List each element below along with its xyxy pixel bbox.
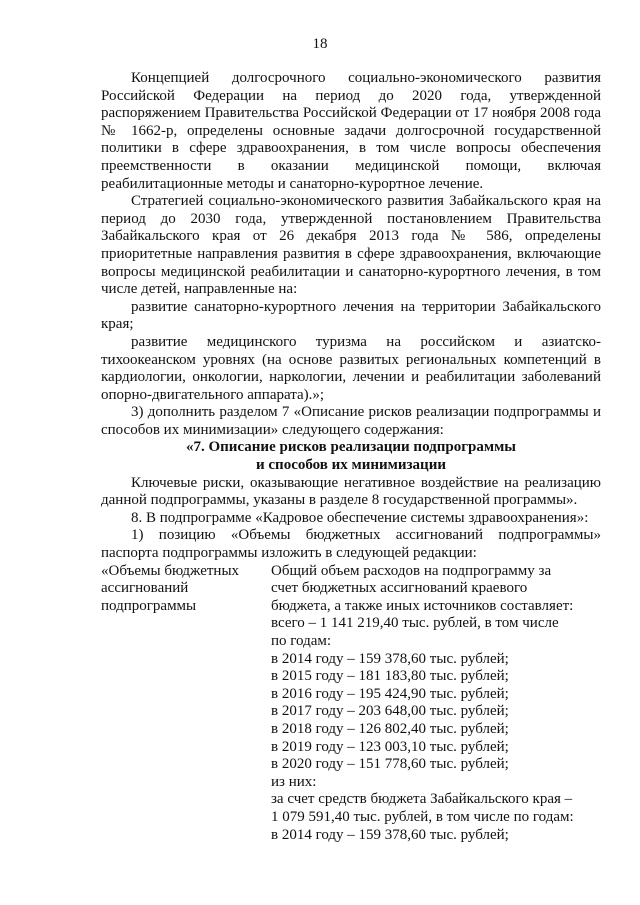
- paragraph-amendment-3: 3) дополнить разделом 7 «Описание рисков реализации подпрограммы и способов их минимизации» следующего содержания:: [101, 404, 601, 438]
- value-line: по годам:: [271, 633, 332, 649]
- value-line: Общий объем расходов на подпрограмму за: [271, 562, 552, 579]
- value-line: в 2014 году – 159 378,60 тыс. рублей;: [271, 826, 509, 843]
- budget-table-label-cell: [101, 563, 271, 845]
- value-line: в 2015 году – 181 183,80 тыс. рублей;: [271, 668, 509, 685]
- paragraph-amendment-8: 8. В подпрограмме «Кадровое обеспечение системы здравоохранения»:: [131, 509, 589, 526]
- value-line: счет бюджетных ассигнований краевого: [271, 580, 528, 597]
- budget-table-value-cell: [271, 563, 591, 845]
- page-number: 18: [312, 36, 328, 52]
- document-body: [101, 70, 601, 844]
- label-line: подпрограммы: [101, 597, 197, 614]
- section-heading-line1: «7. Описание рисков реализации подпрограммы: [185, 439, 517, 456]
- paragraph-strategy: Стратегией социально-экономического развития Забайкальского края на период до 2030 года, утвержденной постановлением Правительства Забайкальского края от 26 декабря 2013 года № 586, определены приоритетные направления развития в сфере здравоохранения, включающие вопросы медицинской реабилитации и санаторно-курортного лечения, в том числе детей, направленные на:: [101, 193, 601, 298]
- value-line: в 2014 году – 159 378,60 тыс. рублей;: [271, 650, 509, 667]
- value-line: в 2020 году – 151 778,60 тыс. рублей;: [271, 756, 509, 773]
- value-line: бюджета, а также иных источников составляет:: [271, 597, 574, 614]
- label-line: «Объемы бюджетных: [101, 562, 240, 579]
- value-line: всего – 1 141 219,40 тыс. рублей, в том числе: [271, 615, 559, 632]
- value-line: за счет средств бюджета Забайкальского края –: [271, 791, 573, 808]
- value-line: в 2019 году – 123 003,10 тыс. рублей;: [271, 738, 509, 755]
- value-line: 1 079 591,40 тыс. рублей, в том числе по годам:: [271, 808, 574, 825]
- paragraph-key-risks: Ключевые риски, оказывающие негативное воздействие на реализацию данной подпрограммы, указаны в разделе 8 государственной программы».: [101, 474, 601, 509]
- paragraph-item-tourism: развитие медицинского туризма на российском и азиатско-тихоокеанском уровнях (на основе развитых региональных компетенций в кардиологии, онкологии, наркологии, лечении и реабилитации заболеваний опорно-двигательного аппарата).»;: [101, 333, 601, 403]
- paragraph-position-1: 1) позицию «Объемы бюджетных ассигнований подпрограммы» паспорта подпрограммы изложить в следующей редакции:: [101, 527, 601, 562]
- value-line: из них:: [271, 773, 317, 790]
- label-line: ассигнований: [101, 580, 189, 597]
- value-line: в 2017 году – 203 648,00 тыс. рублей;: [271, 703, 509, 720]
- paragraph-item-sanatorium: развитие санаторно-курортного лечения на территории Забайкальского края;: [101, 298, 601, 333]
- budget-table: [101, 563, 601, 845]
- value-line: в 2016 году – 195 424,90 тыс. рублей;: [271, 685, 509, 702]
- section-heading-line2: и способов их минимизации: [256, 457, 446, 474]
- value-line: в 2018 году – 126 802,40 тыс. рублей;: [271, 720, 509, 737]
- paragraph-concept: Концепцией долгосрочного социально-экономического развития Российской Федерации на период до 2020 года, утвержденной распоряжением Правительства Российской Федерации от 17 ноября 2008 года № 1662-р, определены основные задачи долгосрочной государственной политики в сфере здравоохранения, в том числе вопросы обеспечения преемственности в оказании медицинской помощи, включая реабилитационные методы и санаторно-курортное лечение.: [101, 70, 601, 192]
